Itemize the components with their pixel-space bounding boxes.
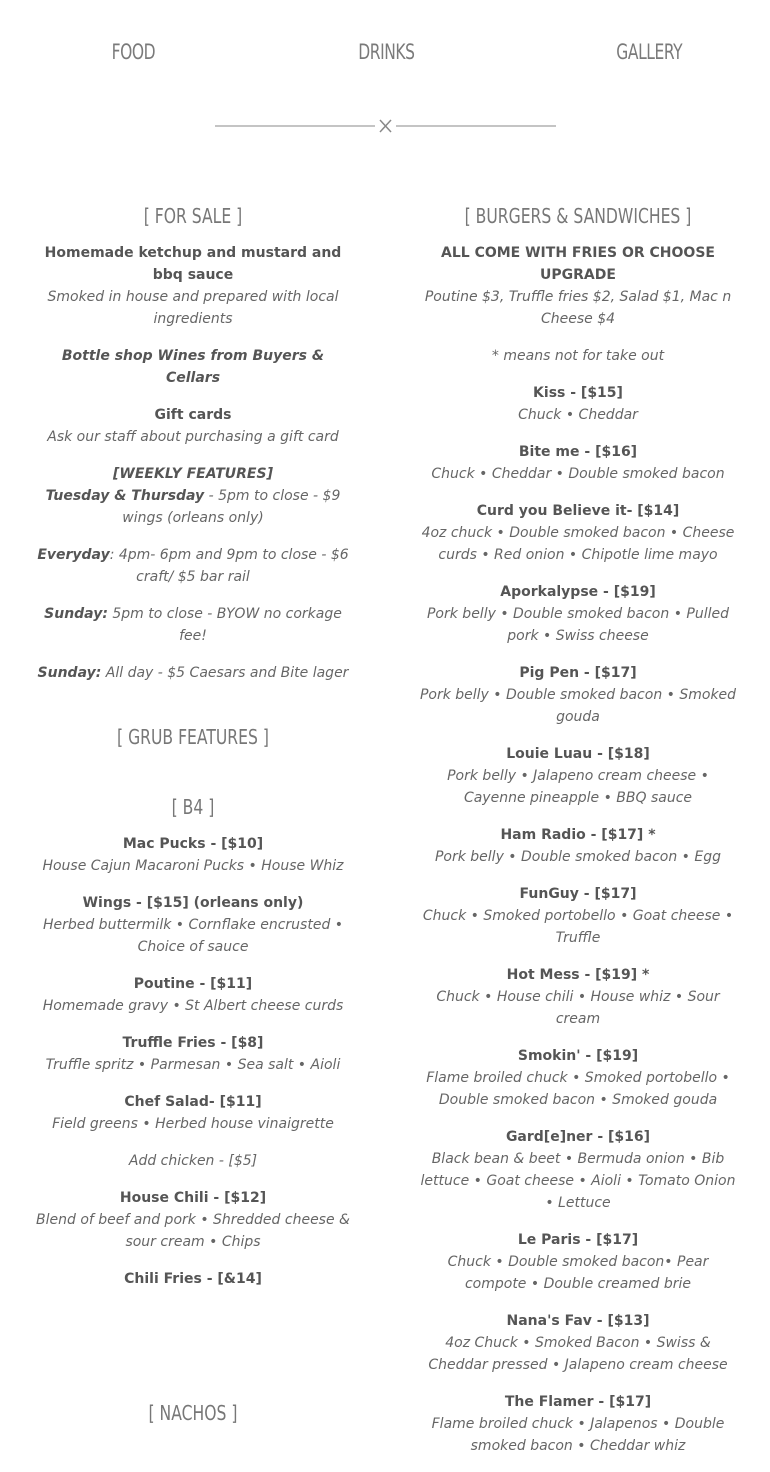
list-item: Sunday: All day - $5 Caesars and Bite lager: [37, 665, 349, 681]
list-item: Homemade ketchup and mustard and bbq sauce Smoked in house and prepared with local ingredients: [44, 245, 342, 327]
list-item: Chili Fries - [&14]: [124, 1271, 262, 1287]
list-item: The Flamer - [$17] Flame broiled chuck • Jalapenos • Double smoked bacon • Cheddar whiz: [431, 1394, 725, 1454]
nav-food[interactable]: FOOD: [111, 40, 156, 64]
list-item: House Chili - [$12] Blend of beef and pork • Shredded cheese & sour cream • Chips: [36, 1190, 350, 1250]
grub-features-heading: [ GRUB FEATURES ]: [117, 725, 269, 749]
list-item: Aporkalypse - [$19] Pork belly • Double smoked bacon • Pulled pork • Swiss cheese: [426, 584, 729, 644]
list-item: Louie Luau - [$18] Pork belly • Jalapeno cream cheese • Cayenne pineapple • BBQ sauce: [447, 746, 709, 806]
ornament-divider: [215, 116, 556, 136]
list-item: * means not for take out: [491, 348, 665, 364]
nachos-heading: [ NACHOS ]: [148, 1401, 238, 1425]
list-item: Everyday: 4pm- 6pm and 9pm to close - $6 craft/ $5 bar rail: [37, 547, 349, 585]
list-item: ALL COME WITH FRIES OR CHOOSE UPGRADE Poutine $3, Truffle fries $2, Salad $1, Mac n Cheese $4: [424, 245, 732, 327]
nav-drinks[interactable]: DRINKS: [358, 40, 415, 64]
burgers-heading: [ BURGERS & SANDWICHES ]: [464, 204, 692, 228]
list-item: Wings - [$15] (orleans only) Herbed buttermilk • Cornflake encrusted • Choice of sauce: [42, 895, 344, 955]
list-item: Hot Mess - [$19] * Chuck • House chili • House whiz • Sour cream: [436, 967, 720, 1027]
b4-heading: [ B4 ]: [171, 795, 215, 819]
list-item: Add chicken - [$5]: [128, 1153, 258, 1169]
list-item: Gard[e]ner - [$16] Black bean & beet • Bermuda onion • Bib lettuce • Goat cheese • Aioli • Tomato Onion • Lettuce: [420, 1129, 736, 1211]
list-item: Nana's Fav - [$13] 4oz Chuck • Smoked Bacon • Swiss & Cheddar pressed • Jalapeno cream cheese: [428, 1313, 728, 1373]
list-item: Bottle shop Wines from Buyers & Cellars: [61, 348, 325, 386]
weekly-features: [WEEKLY FEATURES] Tuesday & Thursday - 5pm to close - $9 wings (orleans only): [45, 466, 341, 526]
for-sale-heading: [ FOR SALE ]: [143, 204, 243, 228]
list-item: Le Paris - [$17] Chuck • Double smoked bacon• Pear compote • Double creamed brie: [447, 1232, 709, 1292]
list-item: Chef Salad- [$11] Field greens • Herbed house vinaigrette: [52, 1094, 334, 1132]
list-item: FunGuy - [$17] Chuck • Smoked portobello • Goat cheese • Truffle: [422, 886, 734, 946]
list-item: Truffle Fries - [$8] Truffle spritz • Parmesan • Sea salt • Aioli: [45, 1035, 341, 1073]
top-nav: [0, 40, 770, 72]
nav-gallery[interactable]: GALLERY: [616, 40, 683, 64]
list-item: Sunday: 5pm to close - BYOW no corkage fee!: [44, 606, 342, 644]
list-item: Gift cards Ask our staff about purchasing a gift card: [47, 407, 339, 445]
list-item: Kiss - [$15] Chuck • Cheddar: [518, 385, 638, 423]
list-item: Curd you Believe it- [$14] 4oz chuck • Double smoked bacon • Cheese curds • Red onion • Chipotle lime mayo: [421, 503, 735, 563]
list-item: Bite me - [$16] Chuck • Cheddar • Double smoked bacon: [431, 444, 725, 482]
list-item: Pig Pen - [$17] Pork belly • Double smoked bacon • Smoked gouda: [419, 665, 737, 725]
left-column: [33, 198, 353, 1439]
list-item: Poutine - [$11] Homemade gravy • St Albert cheese curds: [42, 976, 344, 1014]
list-item: Ham Radio - [$17] * Pork belly • Double smoked bacon • Egg: [434, 827, 722, 865]
list-item: Mac Pucks - [$10] House Cajun Macaroni Pucks • House Whiz: [42, 836, 344, 874]
right-column: [418, 198, 738, 1472]
list-item: Smokin' - [$19] Flame broiled chuck • Smoked portobello • Double smoked bacon • Smoked gouda: [426, 1048, 730, 1108]
